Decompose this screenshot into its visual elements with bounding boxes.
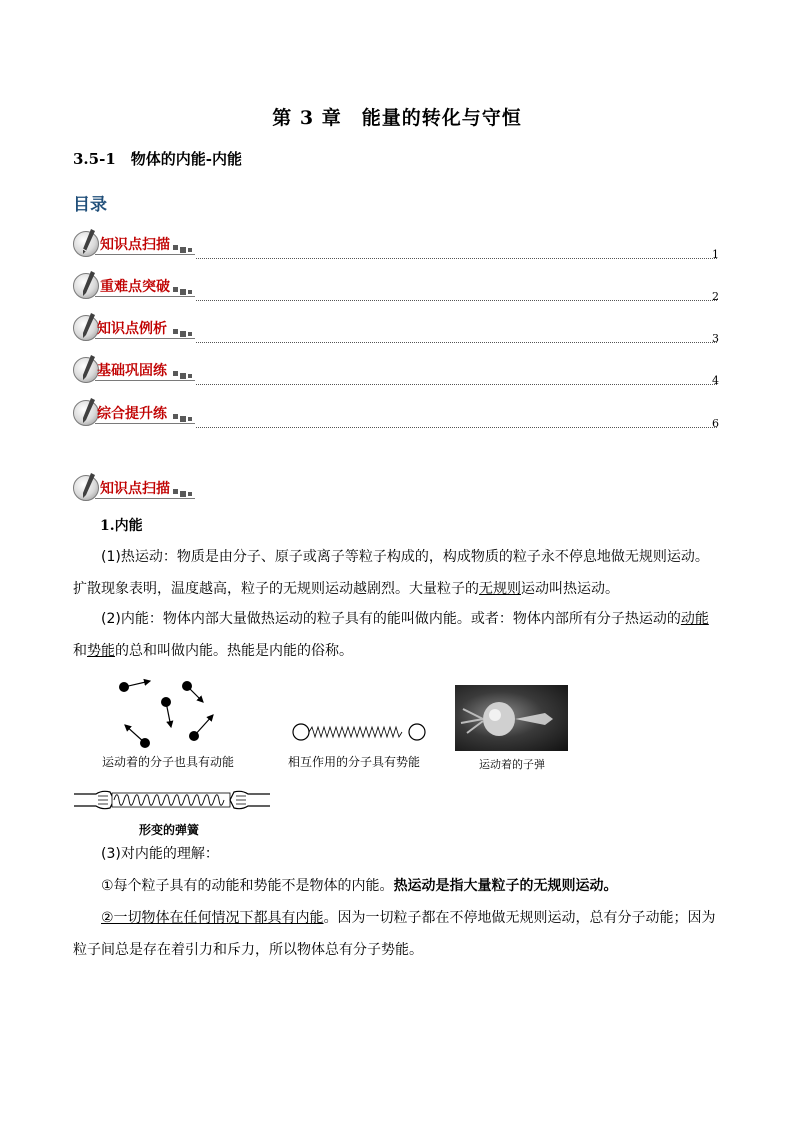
paragraph-understanding	[73, 838, 721, 870]
toc-leader-line	[196, 427, 717, 428]
paragraph-point-1	[73, 870, 721, 902]
text-run: 运动叫热运动。	[521, 581, 619, 597]
toc-leader-line	[196, 342, 717, 343]
toc-leader-line	[196, 258, 717, 259]
badge-underline	[95, 423, 195, 424]
pen-icon	[77, 269, 99, 299]
deformed-spring-figure	[72, 780, 272, 820]
toc-item-label: 重难点突破	[100, 279, 170, 295]
text-run: ①每个粒子具有的动能和势能不是物体的内能。	[101, 878, 394, 894]
underlined-text: ②一切物体在任何情况下都具有内能	[101, 910, 324, 926]
toc-item-label: 知识点例析	[97, 321, 167, 337]
text-run: (2)内能：物体内部大量做热运动的粒子具有的能叫做内能。或者：物体内部所有分子热运动的	[101, 611, 681, 627]
badge-underline	[95, 296, 195, 297]
text-run: 的总和叫做内能。热能是内能的俗称。	[115, 643, 353, 659]
toc-page-number: 4	[712, 374, 719, 387]
pen-icon	[77, 227, 99, 257]
text-run: (1)热运动：物质是由分子、原子或离子等粒子构成的，构成物质的粒子永不停息地做无规则运动。扩散现象表明，温度越高，粒子的无规则运动越剧烈。大量粒子的	[73, 549, 709, 597]
underlined-text: 动能	[680, 611, 709, 627]
decor-squares-icon	[173, 245, 193, 253]
toc-item-label: 基础巩固练	[97, 363, 167, 379]
badge-underline	[95, 254, 195, 255]
toc-leader-line	[196, 384, 717, 385]
pen-icon	[77, 311, 99, 341]
text-run: (3)对内能的理解：	[101, 846, 219, 862]
decor-squares-icon	[173, 414, 193, 422]
underlined-text: 势能	[87, 643, 115, 659]
toc-item-examples[interactable]	[73, 313, 195, 343]
badge-underline	[95, 498, 195, 499]
decor-squares-icon	[173, 489, 193, 497]
pen-icon	[77, 353, 99, 383]
toc-leader-line	[196, 300, 717, 301]
pen-icon	[77, 396, 99, 426]
badge-underline	[95, 380, 195, 381]
toc-item-label: 知识点扫描	[100, 237, 170, 253]
bold-text: 热运动是指大量粒子的无规则运动。	[393, 878, 618, 894]
section-badge-label: 知识点扫描	[100, 481, 170, 497]
toc-item-key-points[interactable]	[73, 271, 195, 301]
text-run: 。因为一切粒子都在不停地做无规则运动，总有分子动能；因为粒子间总是存在着引力和斥力，所以物体总有分子势能。	[73, 910, 716, 958]
toc-page-number: 3	[712, 332, 719, 345]
bullet-apple-image	[455, 685, 568, 751]
pen-icon	[77, 471, 99, 501]
caption-bullet: 运动着的子弹	[479, 758, 545, 771]
toc-item-knowledge-scan[interactable]	[73, 229, 195, 259]
interacting-molecules-figure	[285, 720, 430, 744]
toc-page-number: 6	[712, 417, 719, 430]
badge-underline	[95, 338, 195, 339]
toc-page-number: 1	[712, 248, 719, 261]
paragraph-point-2	[73, 902, 721, 966]
moving-molecules-figure	[95, 672, 245, 752]
section-badge	[73, 473, 195, 503]
toc-item-basic-practice[interactable]	[73, 355, 195, 385]
bullet-photo	[455, 685, 568, 751]
text-run: 和	[73, 643, 87, 659]
section-title: 3.5-1 物体的内能-内能	[73, 150, 242, 168]
decor-squares-icon	[173, 329, 193, 337]
paragraph-internal-energy	[73, 603, 721, 667]
caption-interaction: 相互作用的分子具有势能	[288, 755, 421, 769]
paragraph-thermal-motion	[73, 541, 721, 605]
content-heading: 1.内能	[100, 518, 143, 534]
decor-squares-icon	[173, 371, 193, 379]
toc-page-number: 2	[712, 290, 719, 303]
toc-item-comprehensive-practice[interactable]	[73, 398, 195, 428]
decor-squares-icon	[173, 287, 193, 295]
toc-heading: 目录	[73, 195, 107, 215]
chapter-title: 第 3 章 能量的转化与守恒	[272, 107, 522, 129]
toc-item-label: 综合提升练	[97, 406, 167, 422]
caption-molecules: 运动着的分子也具有动能	[102, 755, 235, 769]
caption-spring: 形变的弹簧	[139, 823, 200, 837]
underlined-text: 无规则	[479, 581, 521, 597]
